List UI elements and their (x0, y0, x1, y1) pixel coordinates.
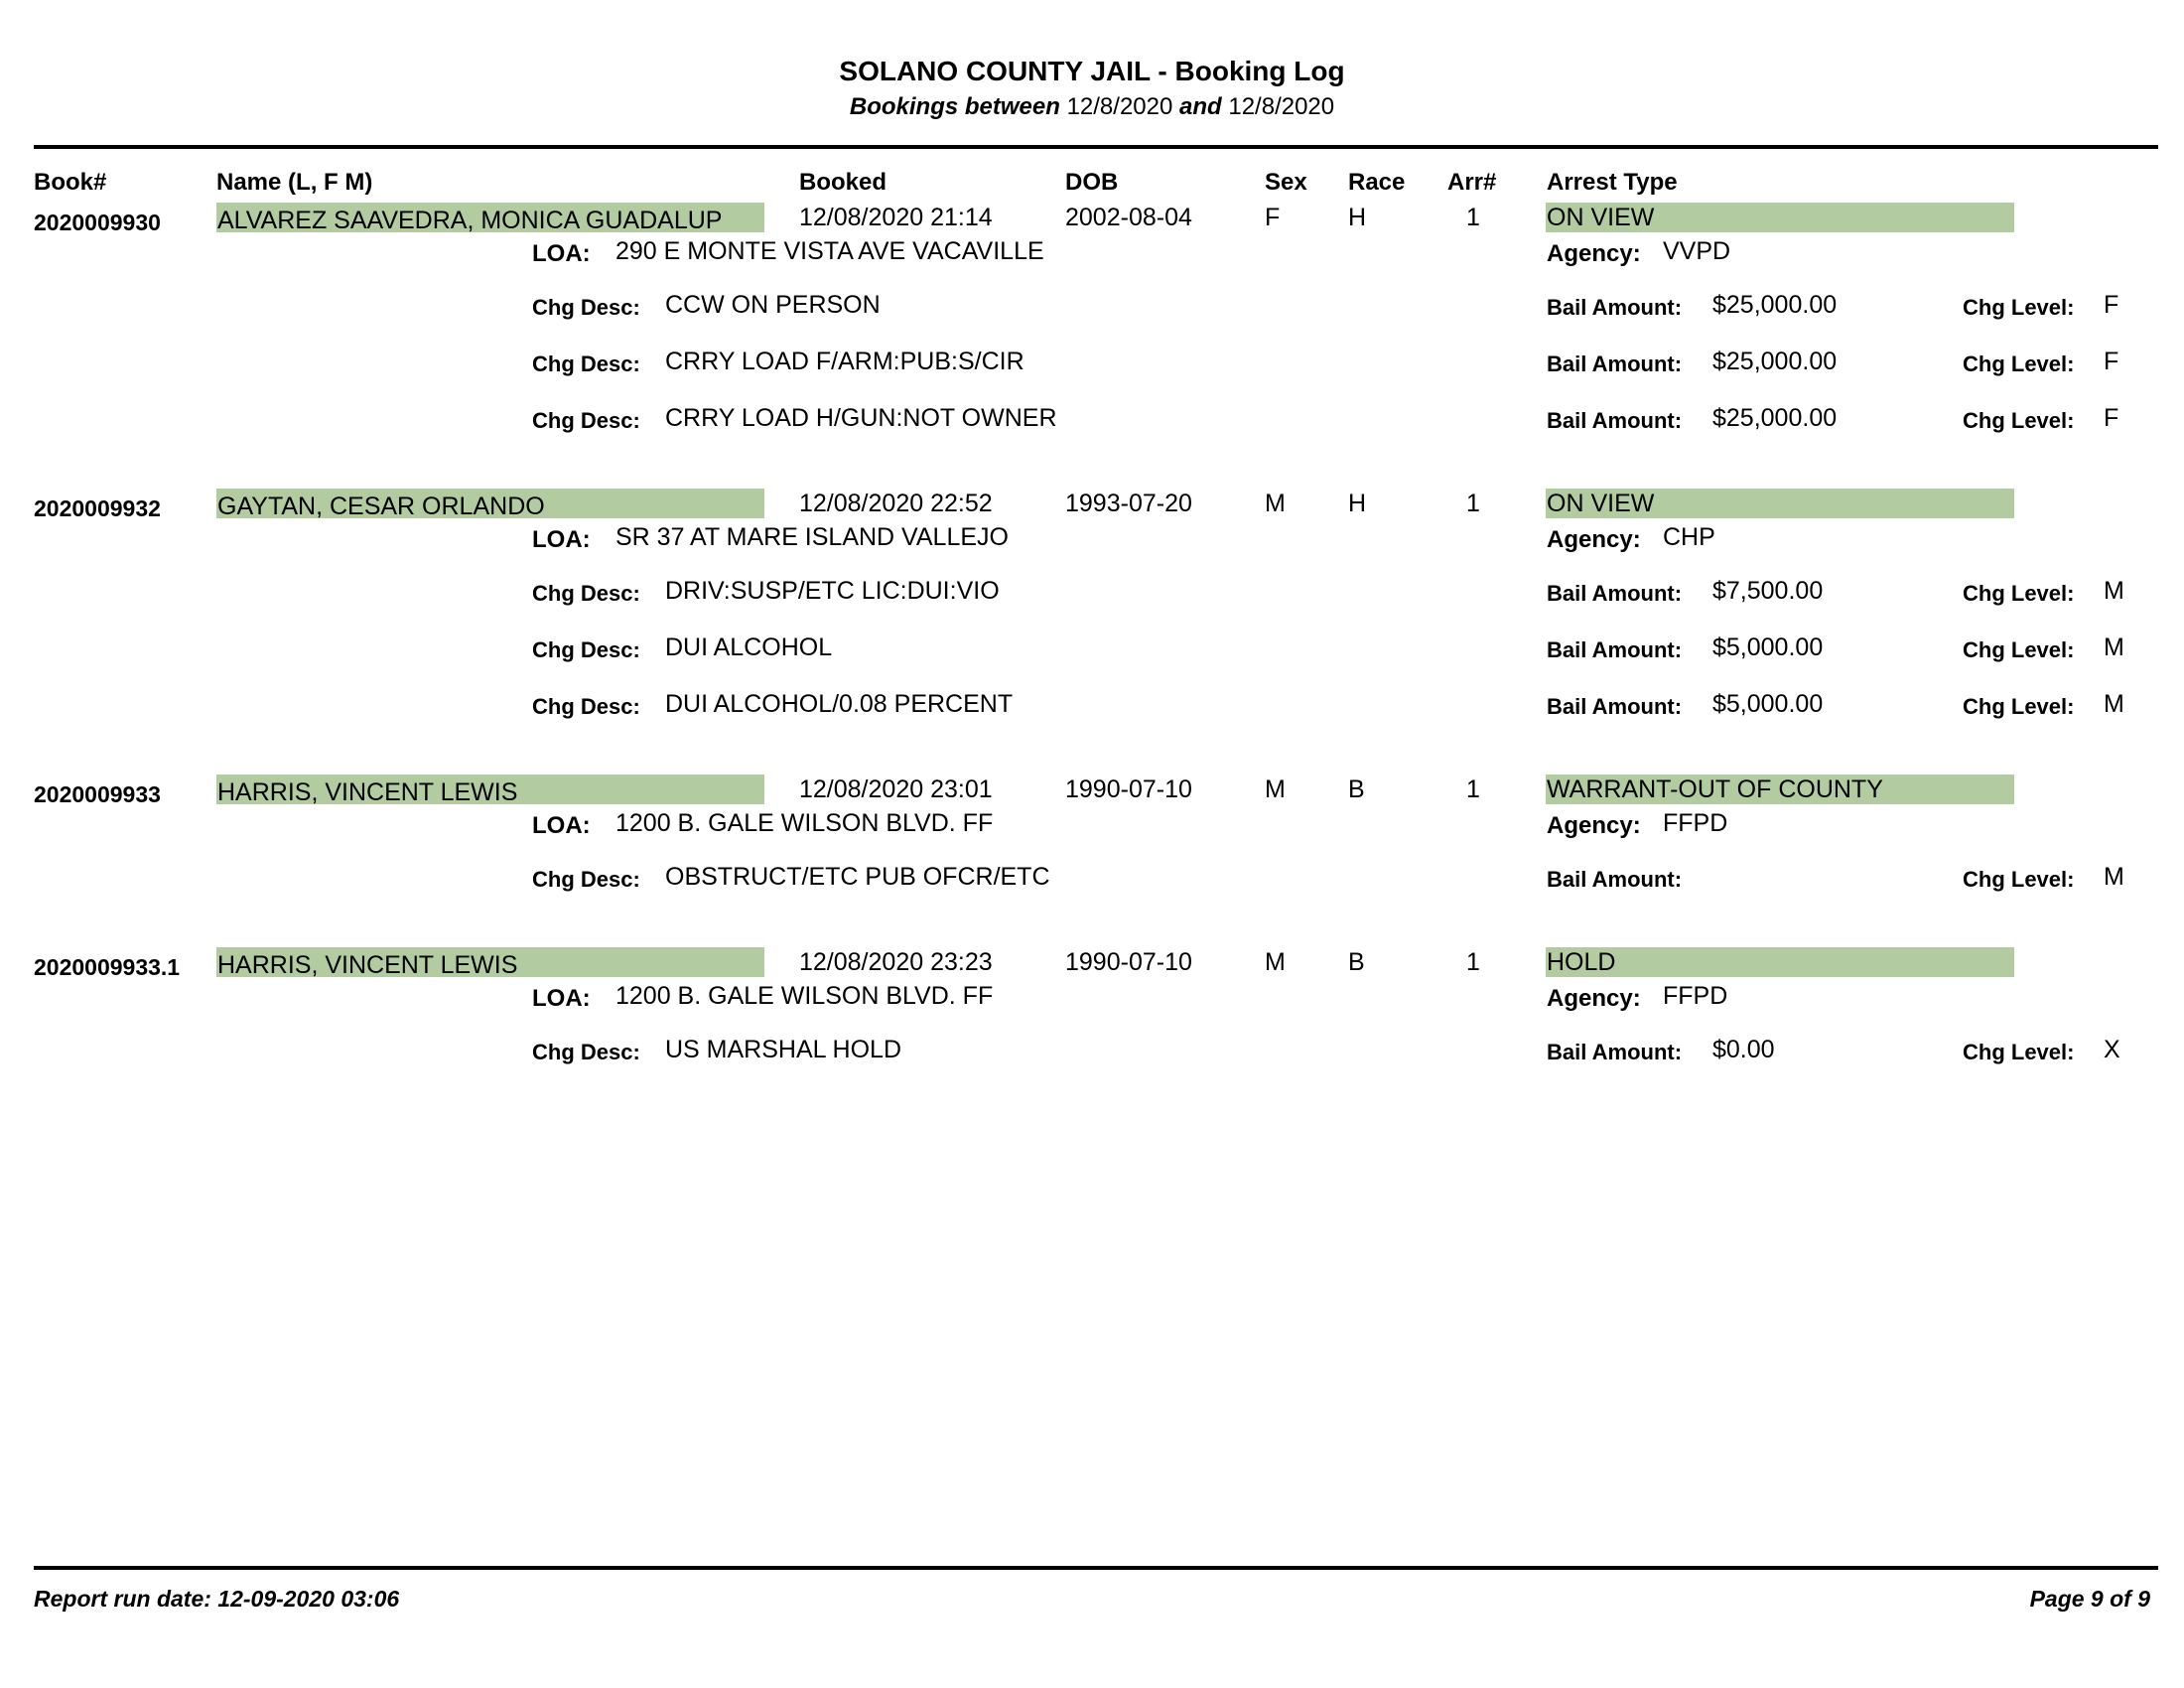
chg-desc-label: Chg Desc: (532, 694, 640, 719)
col-race: Race (1348, 169, 1406, 196)
bail-amount-value: $7,500.00 (1712, 577, 1824, 605)
loa-value: 1200 B. GALE WILSON BLVD. FF (615, 982, 994, 1010)
chg-level-label: Chg Level: (1963, 352, 2075, 376)
bail-amount-label: Bail Amount: (1547, 867, 1683, 892)
col-booked: Booked (799, 169, 887, 196)
loa-label: LOA: (532, 240, 591, 267)
report-subtitle (0, 93, 2184, 121)
chg-level-label: Chg Level: (1963, 295, 2075, 320)
charge-description: DUI ALCOHOL (665, 633, 833, 661)
sex: F (1265, 204, 1281, 231)
bail-amount-value: $25,000.00 (1712, 404, 1838, 432)
agency-label: Agency: (1547, 812, 1641, 839)
agency-value: CHP (1663, 523, 1715, 551)
booked-datetime: 12/08/2020 21:14 (799, 204, 993, 231)
charge-level-value: M (2104, 577, 2124, 605)
agency-value: FFPD (1663, 982, 1728, 1010)
arrest-number: 1 (1466, 948, 1480, 976)
sex: M (1265, 775, 1286, 803)
dob: 1993-07-20 (1065, 490, 1192, 517)
race: B (1348, 775, 1365, 803)
charge-description: CRRY LOAD F/ARM:PUB:S/CIR (665, 348, 1024, 375)
col-arr: Arr# (1447, 169, 1497, 196)
arrest-number: 1 (1466, 204, 1480, 231)
col-book: Book# (34, 169, 107, 196)
loa-label: LOA: (532, 985, 591, 1012)
bail-amount-value: $5,000.00 (1712, 633, 1824, 661)
arrest-type-highlight (1546, 947, 2014, 977)
race: H (1348, 204, 1367, 231)
charge-level-value: M (2104, 690, 2124, 718)
charge-level-value: F (2104, 291, 2119, 319)
bail-amount-label: Bail Amount: (1547, 408, 1683, 433)
chg-level-label: Chg Level: (1963, 694, 2075, 719)
arrest-type: ON VIEW (1547, 204, 1655, 231)
booked-datetime: 12/08/2020 23:23 (799, 948, 993, 976)
bail-amount-value: $25,000.00 (1712, 348, 1838, 375)
inmate-name: HARRIS, VINCENT LEWIS (217, 951, 518, 979)
start-date: 12/8/2020 (1066, 93, 1173, 120)
col-sex: Sex (1265, 169, 1307, 196)
report-title: SOLANO COUNTY JAIL - Booking Log (839, 56, 1345, 86)
arrest-number: 1 (1466, 775, 1480, 803)
charge-level-value: X (2104, 1036, 2120, 1063)
loa-label: LOA: (532, 812, 591, 839)
chg-desc-label: Chg Desc: (532, 352, 640, 376)
bail-amount-label: Bail Amount: (1547, 637, 1683, 662)
col-dob: DOB (1065, 169, 1119, 196)
booked-datetime: 12/08/2020 23:01 (799, 775, 993, 803)
charge-level-value: M (2104, 633, 2124, 661)
subtitle-prefix: Bookings between (849, 93, 1060, 120)
arrest-type: WARRANT-OUT OF COUNTY (1547, 775, 1883, 803)
bail-amount-label: Bail Amount: (1547, 352, 1683, 376)
bail-amount-label: Bail Amount: (1547, 1040, 1683, 1064)
booking-number: 2020009930 (34, 210, 161, 235)
chg-desc-label: Chg Desc: (532, 295, 640, 320)
race: B (1348, 948, 1365, 976)
col-arrest-type: Arrest Type (1547, 169, 1678, 196)
header-rule (34, 145, 2158, 149)
booking-number: 2020009932 (34, 495, 161, 521)
agency-label: Agency: (1547, 240, 1641, 267)
arrest-type: HOLD (1547, 948, 1616, 976)
booking-number: 2020009933.1 (34, 954, 181, 980)
col-name: Name (L, F M) (216, 169, 373, 196)
inmate-name: HARRIS, VINCENT LEWIS (217, 778, 518, 806)
booking-number: 2020009933 (34, 781, 161, 807)
agency-value: VVPD (1663, 237, 1731, 265)
charge-description: DRIV:SUSP/ETC LIC:DUI:VIO (665, 577, 1000, 605)
bail-amount-value: $0.00 (1712, 1036, 1775, 1063)
inmate-name: ALVAREZ SAAVEDRA, MONICA GUADALUP (217, 207, 723, 234)
dob: 1990-07-10 (1065, 948, 1192, 976)
bail-amount-value: $5,000.00 (1712, 690, 1824, 718)
charge-level-value: M (2104, 863, 2124, 891)
page-number: Page 9 of 9 (2029, 1586, 2150, 1612)
inmate-name: GAYTAN, CESAR ORLANDO (217, 492, 545, 520)
loa-value: 1200 B. GALE WILSON BLVD. FF (615, 809, 994, 837)
chg-level-label: Chg Level: (1963, 867, 2075, 892)
dob: 1990-07-10 (1065, 775, 1192, 803)
chg-level-label: Chg Level: (1963, 1040, 2075, 1064)
loa-label: LOA: (532, 526, 591, 553)
dob: 2002-08-04 (1065, 204, 1192, 231)
agency-label: Agency: (1547, 526, 1641, 553)
arrest-type: ON VIEW (1547, 490, 1655, 517)
charge-description: US MARSHAL HOLD (665, 1036, 902, 1063)
charge-description: DUI ALCOHOL/0.08 PERCENT (665, 690, 1014, 718)
agency-label: Agency: (1547, 985, 1641, 1012)
subtitle-and: and (1179, 93, 1222, 120)
chg-desc-label: Chg Desc: (532, 581, 640, 606)
bail-amount-label: Bail Amount: (1547, 295, 1683, 320)
chg-level-label: Chg Level: (1963, 637, 2075, 662)
charge-description: CCW ON PERSON (665, 291, 881, 319)
charge-description: OBSTRUCT/ETC PUB OFCR/ETC (665, 863, 1050, 891)
charge-level-value: F (2104, 348, 2119, 375)
booked-datetime: 12/08/2020 22:52 (799, 490, 993, 517)
sex: M (1265, 490, 1286, 517)
arrest-number: 1 (1466, 490, 1480, 517)
chg-desc-label: Chg Desc: (532, 408, 640, 433)
bail-amount-label: Bail Amount: (1547, 694, 1683, 719)
sex: M (1265, 948, 1286, 976)
chg-desc-label: Chg Desc: (532, 637, 640, 662)
charge-description: CRRY LOAD H/GUN:NOT OWNER (665, 404, 1057, 432)
agency-value: FFPD (1663, 809, 1728, 837)
end-date: 12/8/2020 (1228, 93, 1335, 120)
footer-rule (34, 1566, 2158, 1570)
report-run-date: Report run date: 12-09-2020 03:06 (34, 1586, 400, 1612)
loa-value: 290 E MONTE VISTA AVE VACAVILLE (615, 237, 1044, 265)
chg-level-label: Chg Level: (1963, 581, 2075, 606)
chg-desc-label: Chg Desc: (532, 1040, 640, 1064)
charge-level-value: F (2104, 404, 2119, 432)
bail-amount-value: $25,000.00 (1712, 291, 1838, 319)
chg-desc-label: Chg Desc: (532, 867, 640, 892)
race: H (1348, 490, 1367, 517)
chg-level-label: Chg Level: (1963, 408, 2075, 433)
loa-value: SR 37 AT MARE ISLAND VALLEJO (615, 523, 1009, 551)
bail-amount-label: Bail Amount: (1547, 581, 1683, 606)
